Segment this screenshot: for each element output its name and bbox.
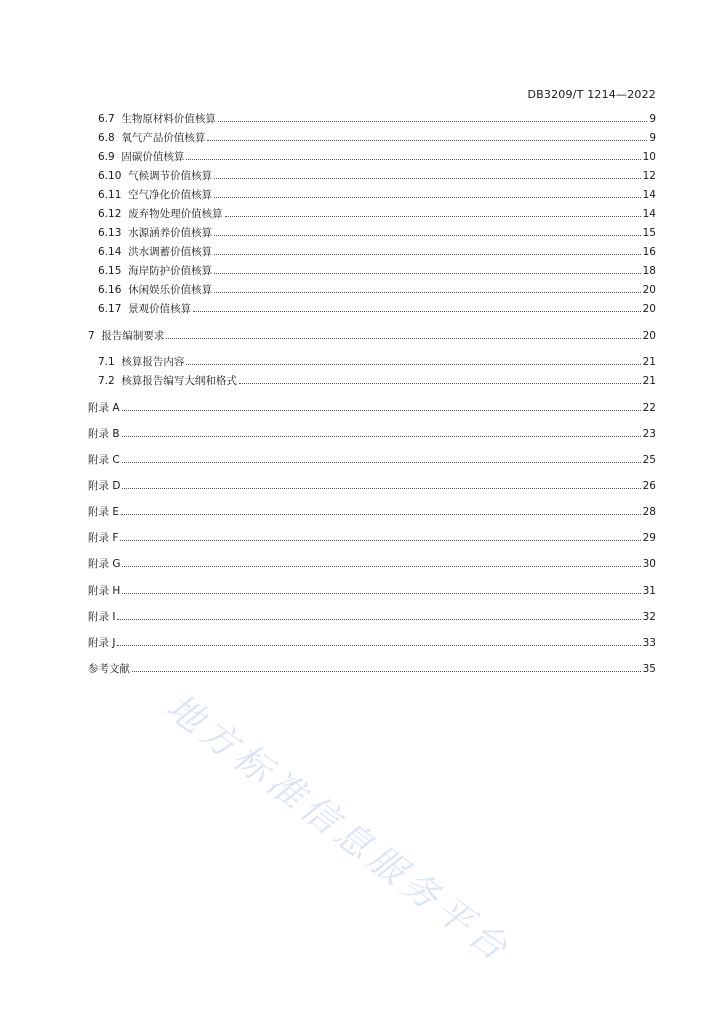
toc-entry-title: 附录 I xyxy=(88,611,116,623)
toc-entry-title: 景观价值核算 xyxy=(128,303,192,315)
toc-entry-number: 6.11 xyxy=(98,189,122,201)
toc-entry-appendix[interactable] xyxy=(88,610,656,624)
toc-entry[interactable] xyxy=(98,188,656,202)
toc-entry-number: 6.14 xyxy=(98,246,122,258)
toc-entry-page: 35 xyxy=(642,663,656,675)
toc-entry-title: 核算报告编写大纲和格式 xyxy=(121,375,237,387)
toc-entry-page: 14 xyxy=(642,208,656,220)
toc-entry-page: 14 xyxy=(642,189,656,201)
toc-entry-title: 附录 A xyxy=(88,402,120,414)
toc-entry-page: 22 xyxy=(642,402,656,414)
toc-entry-number: 6.16 xyxy=(98,284,122,296)
toc-entry-number: 6.7 xyxy=(98,113,115,125)
toc-entry-appendix[interactable] xyxy=(88,505,656,519)
toc-entry-title: 附录 J xyxy=(88,637,116,649)
toc-leader-dots xyxy=(214,272,641,274)
toc-entry-number: 6.9 xyxy=(98,151,115,163)
toc-entry-page: 12 xyxy=(642,170,656,182)
toc-entry-appendix[interactable] xyxy=(88,636,656,650)
toc-entry-page: 20 xyxy=(642,303,656,315)
toc-entry-title: 海岸防护价值核算 xyxy=(128,265,213,277)
toc-entry-page: 21 xyxy=(642,375,656,387)
toc-entry-appendix[interactable] xyxy=(88,557,656,571)
toc-leader-dots xyxy=(214,234,641,236)
toc-entry-title: 附录 D xyxy=(88,480,121,492)
toc-entry-page: 10 xyxy=(642,151,656,163)
toc-entry-page: 16 xyxy=(642,246,656,258)
toc-entry-number: 6.17 xyxy=(98,303,122,315)
toc-entry-page: 29 xyxy=(642,532,656,544)
toc-entry-page: 30 xyxy=(642,558,656,570)
toc-entry-number: 6.8 xyxy=(98,132,115,144)
toc-entry-title: 附录 H xyxy=(88,585,121,597)
toc-entry[interactable] xyxy=(98,374,656,388)
toc-entry-appendix[interactable] xyxy=(88,453,656,467)
toc-leader-dots xyxy=(117,618,640,620)
toc-entry-title: 废弃物处理价值核算 xyxy=(128,208,223,220)
toc-leader-dots xyxy=(132,670,641,672)
toc-entry-title: 附录 B xyxy=(88,428,120,440)
toc-entry[interactable] xyxy=(98,264,656,278)
toc-leader-dots xyxy=(122,435,641,437)
toc-leader-dots xyxy=(121,513,641,515)
toc-entry-title: 空气净化价值核算 xyxy=(128,189,213,201)
toc-entry[interactable] xyxy=(98,169,656,183)
toc-leader-dots xyxy=(186,158,640,160)
toc-entry-appendix[interactable] xyxy=(88,479,656,493)
toc-entry-chapter[interactable] xyxy=(88,329,656,343)
toc-entry-page: 26 xyxy=(642,480,656,492)
toc-entry-number: 7.1 xyxy=(98,356,115,368)
toc-entry-appendix[interactable] xyxy=(88,401,656,415)
toc-entry-number: 6.12 xyxy=(98,208,122,220)
toc-leader-dots xyxy=(166,337,640,339)
toc-leader-dots xyxy=(122,565,640,567)
toc-leader-dots xyxy=(120,539,640,541)
toc-entry-title: 洪水调蓄价值核算 xyxy=(128,246,213,258)
toc-entry-number: 6.15 xyxy=(98,265,122,277)
toc-entry[interactable] xyxy=(98,283,656,297)
toc-entry-title: 氧气产品价值核算 xyxy=(121,132,206,144)
toc-entry-appendix[interactable] xyxy=(88,427,656,441)
toc-leader-dots xyxy=(214,253,641,255)
toc-entry-page: 31 xyxy=(642,585,656,597)
toc-entry-title: 附录 G xyxy=(88,558,121,570)
toc-entry-title: 参考文献 xyxy=(88,663,130,675)
toc-leader-dots xyxy=(186,363,640,365)
toc-entry-references[interactable] xyxy=(88,662,656,676)
toc-leader-dots xyxy=(122,487,640,489)
toc-entry-page: 32 xyxy=(642,611,656,623)
toc-entry-title: 核算报告内容 xyxy=(121,356,185,368)
toc-entry-number: 6.10 xyxy=(98,170,122,182)
toc-leader-dots xyxy=(214,177,641,179)
toc-entry[interactable] xyxy=(98,207,656,221)
toc-entry-title: 附录 C xyxy=(88,454,120,466)
toc-leader-dots xyxy=(218,120,647,122)
toc-entry-page: 15 xyxy=(642,227,656,239)
toc-leader-dots xyxy=(122,461,641,463)
toc-entry-page: 20 xyxy=(642,284,656,296)
toc-leader-dots xyxy=(193,310,641,312)
toc-leader-dots xyxy=(207,139,647,141)
toc-entry-appendix[interactable] xyxy=(88,531,656,545)
toc-leader-dots xyxy=(214,291,641,293)
toc-leader-dots xyxy=(122,409,641,411)
toc-entry-title: 生物原材料价值核算 xyxy=(121,113,216,125)
toc-entry-number: 6.13 xyxy=(98,227,122,239)
watermark: 地方标准信息服务平台 xyxy=(158,686,519,972)
toc-leader-dots xyxy=(239,382,641,384)
toc-entry-number: 7.2 xyxy=(98,375,115,387)
toc-entry-page: 21 xyxy=(642,356,656,368)
toc-entry-title: 附录 F xyxy=(88,532,119,544)
toc-entry-title: 固碳价值核算 xyxy=(121,151,185,163)
toc-entry-page: 33 xyxy=(642,637,656,649)
toc-entry[interactable] xyxy=(98,112,656,126)
toc-entry-title: 附录 E xyxy=(88,506,119,518)
toc-entry-page: 18 xyxy=(642,265,656,277)
toc-entry[interactable] xyxy=(98,131,656,145)
toc-entry-title: 休闲娱乐价值核算 xyxy=(128,284,213,296)
toc-entry-page: 20 xyxy=(642,330,656,342)
toc-leader-dots xyxy=(214,196,641,198)
standard-code: DB3209/T 1214—2022 xyxy=(527,88,656,101)
toc-entry-appendix[interactable] xyxy=(88,584,656,598)
toc-leader-dots xyxy=(117,644,640,646)
toc-leader-dots xyxy=(225,215,641,217)
toc-entry[interactable] xyxy=(98,355,656,369)
toc-entry-page: 23 xyxy=(642,428,656,440)
toc-entry[interactable] xyxy=(98,302,656,316)
toc-entry-page: 25 xyxy=(642,454,656,466)
toc-entry-title: 水源涵养价值核算 xyxy=(128,227,213,239)
toc-entry[interactable] xyxy=(98,226,656,240)
toc-entry-number: 7 xyxy=(88,330,95,342)
toc-entry-page: 9 xyxy=(649,132,656,144)
toc-leader-dots xyxy=(122,592,640,594)
toc-entry[interactable] xyxy=(98,245,656,259)
toc-entry-page: 9 xyxy=(649,113,656,125)
toc-entry-title: 报告编制要求 xyxy=(101,330,165,342)
toc-entry[interactable] xyxy=(98,150,656,164)
toc-entry-title: 气候调节价值核算 xyxy=(128,170,213,182)
toc-entry-page: 28 xyxy=(642,506,656,518)
